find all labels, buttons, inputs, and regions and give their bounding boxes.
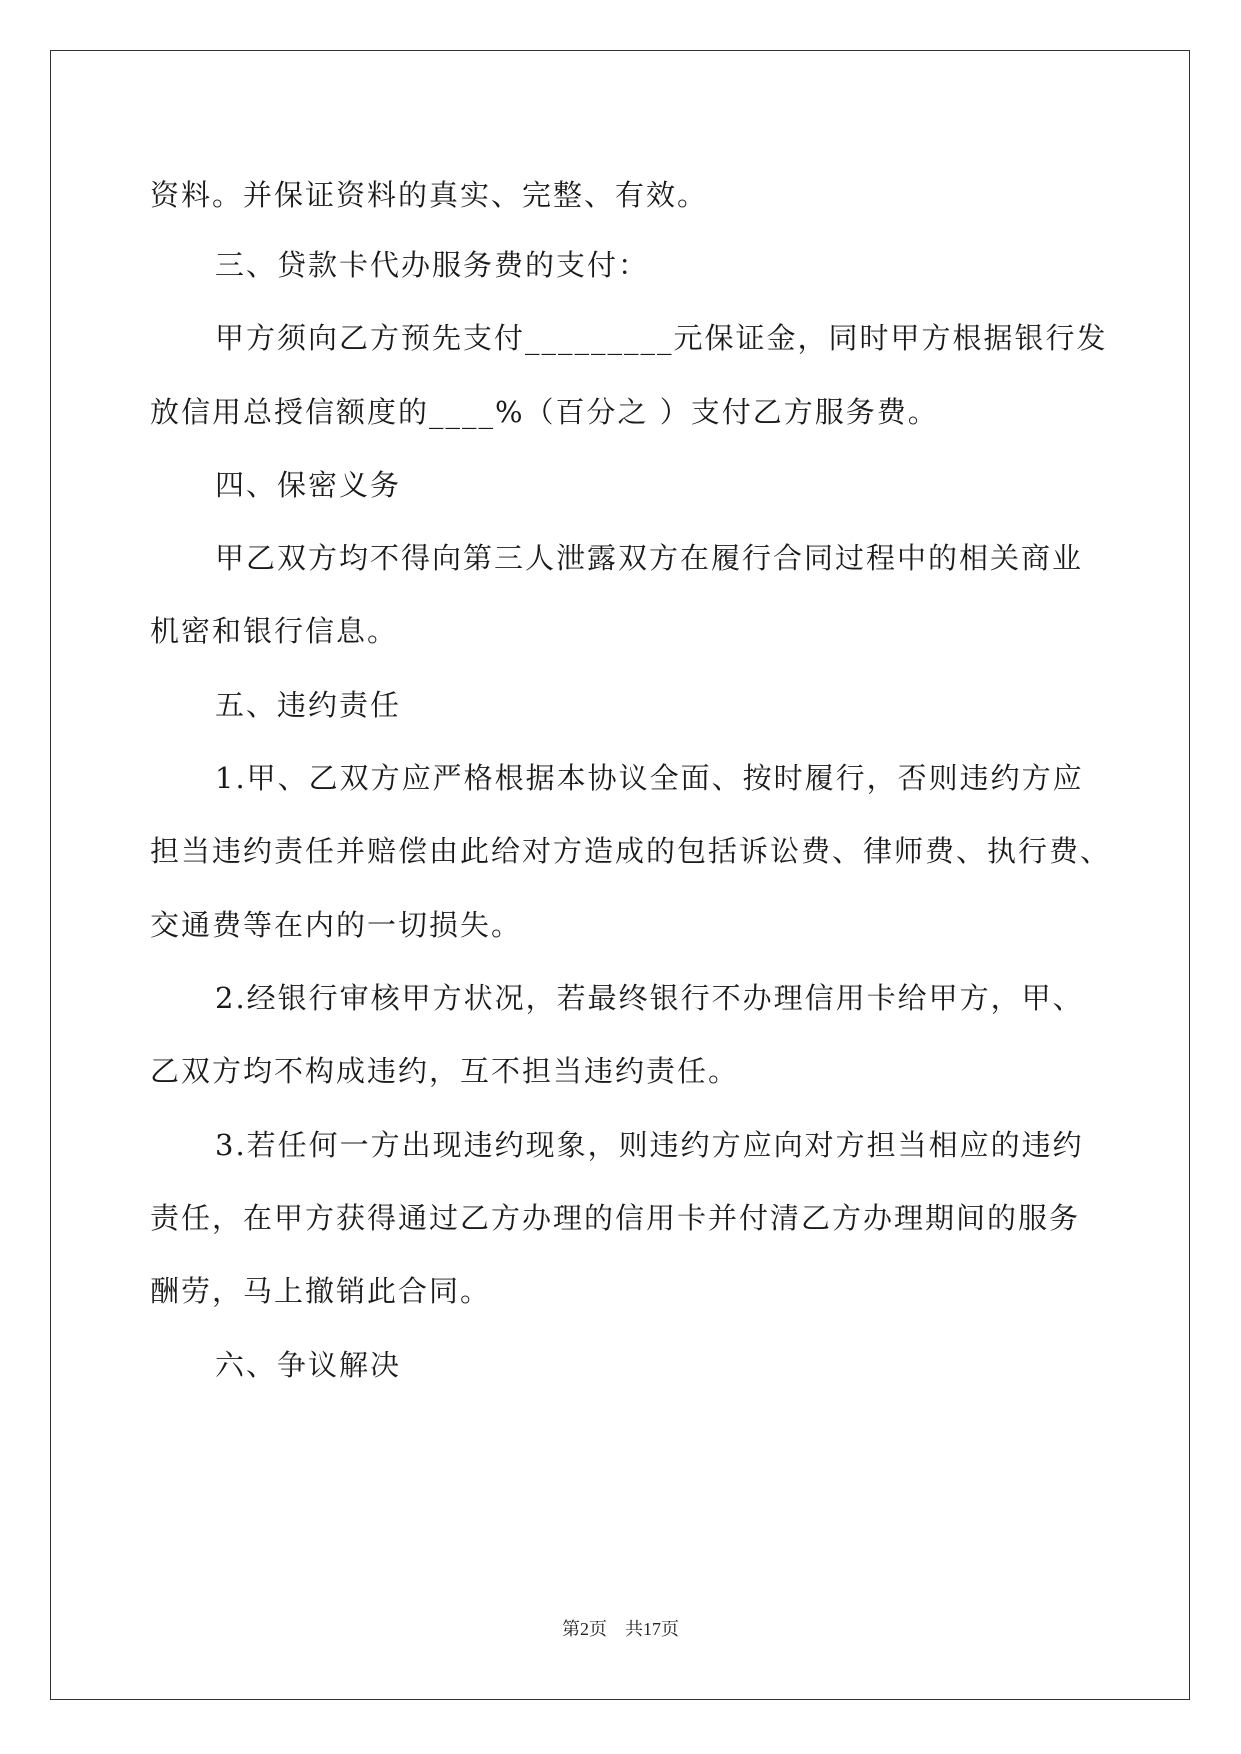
text-line: 机密和银行信息。	[150, 614, 399, 648]
text-line: 交通费等在内的一切损失。	[150, 908, 523, 942]
section-heading: 六、争议解决	[215, 1348, 402, 1382]
text-line: 酬劳，马上撤销此合同。	[150, 1274, 492, 1308]
text-line: 责任，在甲方获得通过乙方办理的信用卡并付清乙方办理期间的服务	[150, 1201, 1081, 1235]
text-line: 2.经银行审核甲方状况，若最终银行不办理信用卡给甲方，甲、	[215, 981, 1084, 1015]
page-border	[50, 50, 1190, 1700]
text-line: 乙双方均不构成违约，互不担当违约责任。	[150, 1054, 740, 1088]
text-line: 甲乙双方均不得向第三人泄露双方在履行合同过程中的相关商业	[215, 541, 1084, 575]
text-line: 甲方须向乙方预先支付_________元保证金，同时甲方根据银行发	[215, 321, 1108, 355]
text-line: 1.甲、乙双方应严格根据本协议全面、按时履行，否则违约方应	[215, 761, 1084, 795]
section-heading: 三、贷款卡代办服务费的支付：	[215, 248, 650, 282]
text-line: 资料。并保证资料的真实、完整、有效。	[150, 178, 709, 212]
section-heading: 五、违约责任	[215, 688, 402, 722]
text-line: 3.若任何一方出现违约现象，则违约方应向对方担当相应的违约	[215, 1128, 1084, 1162]
section-heading: 四、保密义务	[215, 468, 402, 502]
page-number: 第2页 共17页	[562, 1619, 679, 1639]
text-line: 担当违约责任并赔偿由此给对方造成的包括诉讼费、律师费、执行费、	[150, 834, 1112, 868]
text-line: 放信用总授信额度的____%（百分之 ）支付乙方服务费。	[150, 395, 939, 429]
